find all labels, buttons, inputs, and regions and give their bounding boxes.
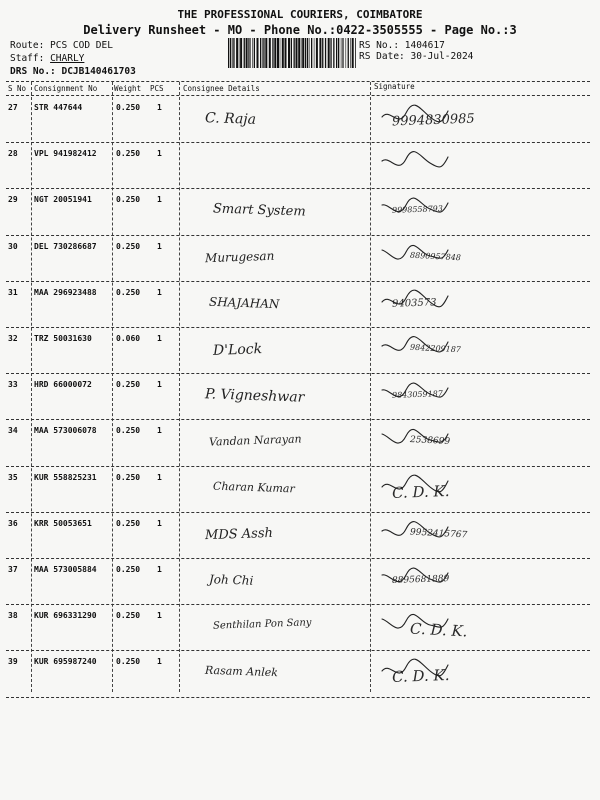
row-sno: 34 <box>8 426 18 436</box>
row-pcs: 1 <box>157 241 162 251</box>
table-row <box>0 97 600 143</box>
signature-handwriting: 8890957848 <box>409 250 462 262</box>
signature-handwriting: 9403573 <box>391 297 437 310</box>
rs-date: RS Date: 30-Jul-2024 <box>359 51 474 62</box>
consignee-handwriting: Smart System <box>212 201 306 221</box>
row-pcs: 1 <box>157 380 162 390</box>
consignee-handwriting: C. Raja <box>204 110 257 128</box>
row-pcs: 1 <box>157 426 162 436</box>
row-pcs: 1 <box>157 565 162 574</box>
row-weight: 0.250 <box>116 103 141 112</box>
row-weight: 0.250 <box>116 287 141 297</box>
row-weight: 0.250 <box>116 565 141 574</box>
consignee-handwriting: SHAJAHAN <box>208 294 280 312</box>
row-consignment-no: KUR 695987240 <box>34 657 97 667</box>
staff-label: Staff: <box>10 53 45 64</box>
table-row <box>0 282 600 328</box>
consignee-handwriting: D'Lock <box>212 341 263 359</box>
consignee-handwriting: Charan Kumar <box>212 479 295 496</box>
col-consignment: Consignment No <box>34 84 98 93</box>
row-consignment-no: NGT 20051941 <box>34 195 92 205</box>
row-weight: 0.250 <box>116 611 141 621</box>
row-weight: 0.250 <box>116 380 141 390</box>
signature-scribble <box>380 240 450 270</box>
header-bottom-rule <box>6 95 590 96</box>
consignee-handwriting: Rasam Anlek <box>204 664 279 680</box>
table-row <box>0 651 600 697</box>
row-weight: 0.250 <box>116 657 141 667</box>
row-sno: 33 <box>8 380 18 390</box>
table-row <box>0 467 600 513</box>
col-weight: Weight <box>114 84 142 93</box>
signature-scribble <box>380 471 450 501</box>
rs-number: RS No.: 1404617 <box>359 40 445 51</box>
signature-scribble <box>380 655 450 685</box>
col-consignee: Consignee Details <box>183 84 260 93</box>
row-weight: 0.250 <box>116 149 141 159</box>
staff-value: CHARLY <box>50 53 85 64</box>
row-consignment-no: MAA 296923488 <box>34 287 97 297</box>
signature-handwriting: 9843059187 <box>391 389 444 401</box>
staff-field <box>10 53 84 64</box>
signature-handwriting: 9998558793 <box>391 204 444 216</box>
consignee-handwriting: P. Vigneshwar <box>204 386 305 406</box>
signature-scribble <box>380 378 450 408</box>
row-pcs: 1 <box>157 103 162 112</box>
row-sno: 37 <box>8 565 18 574</box>
row-weight: 0.250 <box>116 518 141 528</box>
row-divider <box>6 697 590 698</box>
row-pcs: 1 <box>157 472 162 482</box>
row-weight: 0.250 <box>116 472 141 482</box>
row-consignment-no: VPL 941982412 <box>34 149 97 159</box>
signature-scribble <box>380 286 450 316</box>
route-label: Route: PCS COD DEL <box>10 40 113 51</box>
row-pcs: 1 <box>157 334 162 343</box>
row-consignment-no: MAA 573005884 <box>34 565 97 574</box>
row-pcs: 1 <box>157 195 162 205</box>
signature-scribble <box>380 147 450 177</box>
signature-handwriting: 9842209187 <box>409 342 462 355</box>
row-sno: 38 <box>8 611 18 621</box>
consignee-handwriting: MDS Assh <box>204 525 274 543</box>
row-weight: 0.060 <box>116 334 141 343</box>
col-pcs: PCS <box>150 84 164 93</box>
row-pcs: 1 <box>157 611 162 621</box>
row-pcs: 1 <box>157 657 162 667</box>
row-sno: 30 <box>8 241 18 251</box>
signature-scribble <box>380 517 450 547</box>
row-pcs: 1 <box>157 149 162 159</box>
header-top-rule <box>6 81 590 82</box>
row-consignment-no: KUR 558825231 <box>34 472 97 482</box>
signature-handwriting: 8895681889 <box>391 574 450 586</box>
row-consignment-no: KUR 696331290 <box>34 611 97 621</box>
signature-handwriting: 9994830985 <box>391 111 475 130</box>
signature-scribble <box>380 332 450 362</box>
table-row <box>0 559 600 605</box>
row-sno: 27 <box>8 103 18 112</box>
row-consignment-no: HRD 66000072 <box>34 380 92 390</box>
barcode <box>228 38 356 68</box>
table-row <box>0 236 600 282</box>
signature-handwriting: 2538699 <box>409 435 451 448</box>
consignee-handwriting: Joh Chi <box>208 572 254 588</box>
signature-scribble <box>380 101 450 131</box>
drs-number: DRS No.: DCJB140461703 <box>10 66 136 77</box>
signature-handwriting: 9952415767 <box>409 527 468 541</box>
row-weight: 0.250 <box>116 195 141 205</box>
table-row <box>0 605 600 651</box>
signature-scribble <box>380 609 450 639</box>
row-weight: 0.250 <box>116 426 141 436</box>
row-sno: 36 <box>8 518 18 528</box>
table-row <box>0 189 600 235</box>
row-consignment-no: DEL 730286687 <box>34 241 97 251</box>
row-consignment-no: STR 447644 <box>34 103 83 112</box>
consignee-handwriting: Vandan Narayan <box>208 432 302 450</box>
signature-scribble <box>380 424 450 454</box>
row-pcs: 1 <box>157 287 162 297</box>
col-sno: S No <box>8 84 27 93</box>
table-row <box>0 374 600 420</box>
signature-scribble <box>380 563 450 593</box>
table-row <box>0 328 600 374</box>
runsheet-title: Delivery Runsheet - MO - Phone No.:0422-3505555 - Page No.:3 <box>83 23 517 37</box>
row-consignment-no: TRZ 50031630 <box>34 334 92 343</box>
table-row <box>0 513 600 559</box>
signature-scribble <box>380 193 450 223</box>
company-title: THE PROFESSIONAL COURIERS, COIMBATORE <box>177 8 423 21</box>
row-sno: 39 <box>8 657 18 667</box>
row-sno: 35 <box>8 472 18 482</box>
signature-handwriting: C. D. K. <box>391 481 450 502</box>
signature-handwriting: C. D. K. <box>409 619 468 641</box>
row-consignment-no: MAA 573006078 <box>34 426 97 436</box>
consignee-handwriting: Murugesan <box>204 248 275 265</box>
row-sno: 29 <box>8 195 18 205</box>
row-pcs: 1 <box>157 518 162 528</box>
row-sno: 28 <box>8 149 18 159</box>
row-sno: 32 <box>8 334 18 343</box>
row-consignment-no: KRR 50053651 <box>34 518 92 528</box>
col-signature: Signature <box>374 82 415 91</box>
signature-handwriting: C. D. K. <box>391 666 450 687</box>
table-row <box>0 143 600 189</box>
consignee-handwriting: Senthilan Pon Sany <box>212 617 312 632</box>
table-row <box>0 420 600 466</box>
row-sno: 31 <box>8 287 18 297</box>
row-weight: 0.250 <box>116 241 141 251</box>
